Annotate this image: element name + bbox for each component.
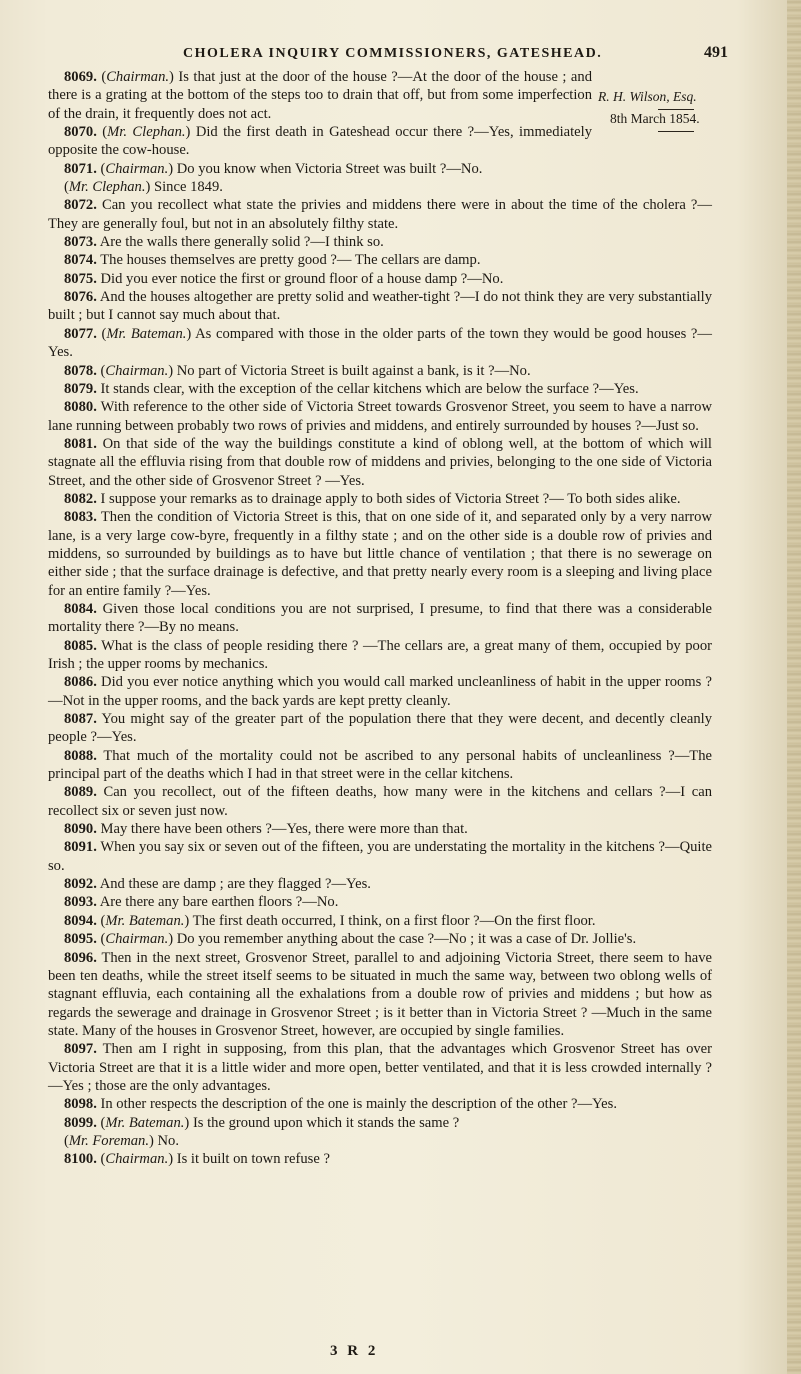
paragraph-text: It stands clear, with the exception of the cellar kitchens which are below the surface ?—Yes. (100, 380, 639, 397)
evidence-paragraph (48, 893, 712, 911)
question-number: 8097. (64, 1041, 97, 1058)
paragraph-text: As compared with those in the older parts of the town they would be good houses ?—Yes. (48, 325, 713, 361)
question-number: 8095. (64, 931, 97, 948)
paragraph-text: Is it built on town refuse ? (176, 1151, 330, 1168)
question-number: 8071. (64, 160, 97, 177)
question-number: 8084. (64, 600, 97, 617)
question-number: 8099. (64, 1114, 97, 1131)
signature-mark: 3 R 2 (330, 1343, 379, 1359)
header-title: CHOLERA INQUIRY COMMISSIONERS, GATESHEAD. (183, 46, 603, 61)
speaker-name: Chairman. (106, 69, 170, 85)
question-number: 8090. (64, 821, 97, 838)
evidence-body (48, 68, 712, 1169)
question-number: 8086. (64, 674, 97, 691)
paragraph-text: Did you ever notice anything which you would call marked uncleanliness of habit in the upper rooms ?—Not in the upper rooms, and the back yards are kept pretty cleanly. (48, 674, 712, 709)
evidence-paragraph (48, 875, 712, 893)
question-number: 8085. (64, 637, 97, 654)
paragraph-text: In other respects the description of the one is mainly the description of the other ?—Yes. (100, 1096, 617, 1113)
question-number: 8076. (64, 289, 97, 306)
evidence-paragraph (48, 673, 712, 710)
paragraph-text: When you say six or seven out of the fifteen, you are understating the mortality in the kitchens ?—Quite so. (48, 839, 712, 874)
evidence-paragraph (48, 270, 712, 288)
question-number: 8083. (64, 509, 97, 526)
paragraph-text: Can you recollect, out of the fifteen deaths, how many were in the kitchens and cellars ?—I can recollect six or seven just now. (48, 784, 712, 819)
question-number: 8075. (64, 270, 97, 287)
evidence-paragraph (48, 783, 712, 820)
evidence-paragraph: 8095. (Chairman.) Do you remember anything about the case ?—No ; it was a case of Dr. Jollie's. (64, 931, 637, 948)
paragraph-text: Do you remember anything about the case ?—No ; it was a case of Dr. Jollie's. (176, 931, 637, 948)
evidence-paragraph (48, 233, 712, 251)
question-number: 8100. (64, 1151, 97, 1168)
speaker-name: Chairman. (105, 160, 169, 177)
question-number: 8073. (64, 234, 97, 251)
speaker-name: Mr. Bateman. (105, 1114, 185, 1131)
question-number: 8096. (64, 949, 97, 966)
paragraph-text: You might say of the greater part of the population there that they were decent, and decently cleanly people ?—Yes. (48, 711, 713, 746)
evidence-paragraph (48, 490, 712, 508)
question-number: 8081. (64, 435, 97, 452)
evidence-paragraph: 8078. (Chairman.) No part of Victoria Street is built against a bank, is it ?—No. (64, 362, 531, 379)
evidence-paragraph (48, 838, 712, 875)
paragraph-text: Is the ground upon which it stands the same ? (192, 1114, 460, 1131)
evidence-paragraph (48, 710, 712, 747)
speaker-name: Chairman. (105, 931, 169, 948)
evidence-paragraph (48, 508, 712, 600)
evidence-paragraph (48, 1095, 712, 1113)
question-number: 8078. (64, 362, 97, 379)
paragraph-text: Is that just at the door of the house ?—At the door of the house ; and there is a grating at the bottom of the steps too to drain that off, but from some imperfection of the drain, it frequently does not act. (48, 69, 593, 122)
paragraph-text: The houses themselves are pretty good ?— The cellars are damp. (100, 252, 481, 269)
paragraph-text: I suppose your remarks as to drainage apply to both sides of Victoria Street ?— To both sides alike. (100, 490, 681, 507)
speaker-name: Chairman. (105, 362, 169, 379)
evidence-paragraph: (Mr. Clephan.) Since 1849. (64, 179, 223, 196)
paragraph-text: Since 1849. (154, 179, 223, 196)
speaker-name: Mr. Clephan. (107, 124, 186, 141)
paragraph-text: Did you ever notice the first or ground floor of a house damp ?—No. (100, 270, 504, 287)
paragraph-text: And these are damp ; are they flagged ?—Yes. (99, 876, 371, 893)
paragraph-text: That much of the mortality could not be ascribed to any personal habits of uncleanliness ?—The principal part of the deaths which I had in that street were in the cellar kitchens. (48, 747, 712, 783)
running-header (48, 44, 728, 66)
paragraph-text: May there have been others ?—Yes, there were more than that. (100, 821, 468, 838)
question-number: 8087. (64, 711, 97, 728)
question-number: 8069. (64, 69, 97, 85)
evidence-paragraph: 8100. (Chairman.) Is it built on town refuse ? (64, 1151, 330, 1168)
paragraph-text: No part of Victoria Street is built against a bank, is it ?—No. (176, 362, 531, 379)
question-number: 8077. (64, 325, 97, 342)
paragraph-text: With reference to the other side of Victoria Street towards Grosvenor Street, you seem to have a narrow lane running between probably two rows of privies and middens, and entirely surrounded by houses ?—Just so. (48, 399, 712, 434)
paragraph-text: Are the walls there generally solid ?—I think so. (99, 234, 384, 251)
evidence-paragraph (48, 435, 712, 490)
evidence-paragraph (48, 288, 712, 325)
paragraph-text: What is the class of people residing there ? —The cellars are, a great many of them, occupied by poor Irish ; the upper rooms by mechanics. (48, 637, 712, 672)
page-edge (787, 0, 801, 1374)
question-number: 8091. (64, 839, 97, 856)
question-number: 8092. (64, 876, 97, 893)
paragraph-text: Then am I right in supposing, from this plan, that the advantages which Grosvenor Street has over Victoria Street are that it is a little wider and more open, better ventilated, and that it is less crowded internally ?—Yes ; those are the only advantages. (48, 1041, 712, 1094)
evidence-paragraph: 8094. (Mr. Bateman.) The first death occurred, I think, on a first floor ?—On the first floor. (64, 912, 596, 929)
paragraph-text: Given those local conditions you are not surprised, I presume, to find that there was a considerable mortality there ?—By no means. (48, 600, 712, 636)
evidence-paragraph (48, 747, 712, 784)
evidence-paragraph: (Mr. Foreman.) No. (64, 1132, 180, 1149)
evidence-paragraph: 8099. (Mr. Bateman.) Is the ground upon which it stands the same ? (64, 1114, 460, 1131)
paragraph-text: Did the first death in Gateshead occur there ?—Yes, immediately opposite the cow-house. (48, 124, 592, 159)
speaker-name: Mr. Clephan. (68, 179, 146, 196)
evidence-paragraph (48, 600, 712, 637)
paragraph-text: The first death occurred, I think, on a first floor ?—On the first floor. (192, 912, 596, 929)
speaker-name: Mr. Bateman. (105, 912, 185, 929)
question-number: 8079. (64, 380, 97, 397)
evidence-paragraph (48, 637, 712, 674)
question-number: 8094. (64, 912, 97, 929)
evidence-paragraph (48, 1040, 712, 1095)
speaker-name: Mr. Foreman. (68, 1132, 149, 1149)
witness-name: R. H. Wilson, Esq. (598, 89, 697, 104)
paragraph-text: Then in the next street, Grosvenor Street, parallel to and adjoining Victoria Street, there seem to have been ten deaths, while the street itself seems to be situated in much the same way, between two oblong wells of stagnant effluvia, each containing all the exhalations from a double row of privies and middens ; but how as regards the sewerage and drainage in Grosvenor Street ; is it better than in Victoria Street ? —Much in the same state. Many of the houses in Grosvenor Street, however, are occupied by single families. (48, 949, 712, 1039)
question-number: 8080. (64, 399, 97, 416)
question-number: 8074. (64, 252, 97, 269)
question-number: 8088. (64, 747, 97, 764)
question-number: 8093. (64, 894, 97, 911)
paragraph-text: Do you know when Victoria Street was built ?—No. (176, 160, 483, 177)
evidence-paragraph (48, 380, 712, 398)
paragraph-text: On that side of the way the buildings constitute a kind of oblong well, at the bottom of which will stagnate all the effluvia rising from that double row of middens and privies, belonging to the one side of Victoria Street, and the other side of Grosvenor Street ? —Yes. (48, 435, 712, 489)
evidence-paragraph: 8069. (Chairman.) Is that just at the door of the house ?—At the door of the house ; and there is a grating at the bottom of the steps too to drain that off, but from some imperfection of the drain, it frequently does not act. (48, 69, 593, 122)
witness-date: 8th March 1854. (610, 111, 700, 126)
evidence-paragraph (48, 398, 712, 435)
question-number: 8089. (64, 784, 97, 801)
speaker-name: Mr. Bateman. (106, 325, 187, 342)
question-number: 8070. (64, 124, 97, 141)
paragraph-text: Are there any bare earthen floors ?—No. (99, 894, 339, 911)
paragraph-text: No. (157, 1132, 180, 1149)
question-number: 8098. (64, 1096, 97, 1113)
evidence-paragraph (48, 820, 712, 838)
evidence-paragraph: 8077. (Mr. Bateman.) As compared with those in the older parts of the town they would be good houses ?—Yes. (48, 325, 713, 361)
evidence-paragraph (48, 196, 712, 233)
paragraph-text: Then the condition of Victoria Street is this, that on one side of it, and separated only by a very narrow lane, is a very large cow-byre, frequently in a filthy state ; and on the other side is a double row of privies and middens, so surrounded by buildings as to have but little chance of ventilation ; that there is no sewerage on either side ; that the surface drainage is defective, and that pretty nearly every room is a sleeping and living place for an entire family ?—Yes. (48, 509, 712, 599)
evidence-paragraph (48, 949, 712, 1041)
evidence-paragraph: 8071. (Chairman.) Do you know when Victoria Street was built ?—No. (64, 160, 483, 177)
evidence-paragraph (48, 251, 712, 269)
paragraph-text: Can you recollect what state the privies and middens there were in about the time of the cholera ?—They are generally foul, but not in an absolutely filthy state. (48, 197, 712, 232)
question-number: 8072. (64, 197, 97, 214)
question-number: 8082. (64, 490, 97, 507)
speaker-name: Chairman. (105, 1151, 169, 1168)
paragraph-text: And the houses altogether are pretty solid and weather-tight ?—I do not think they are very substantially built ; but I cannot say much about that. (48, 289, 713, 324)
page-number: 491 (704, 44, 728, 61)
evidence-paragraph: 8070. (Mr. Clephan.) Did the first death in Gateshead occur there ?—Yes, immediately opposite the cow-house. (48, 124, 592, 159)
